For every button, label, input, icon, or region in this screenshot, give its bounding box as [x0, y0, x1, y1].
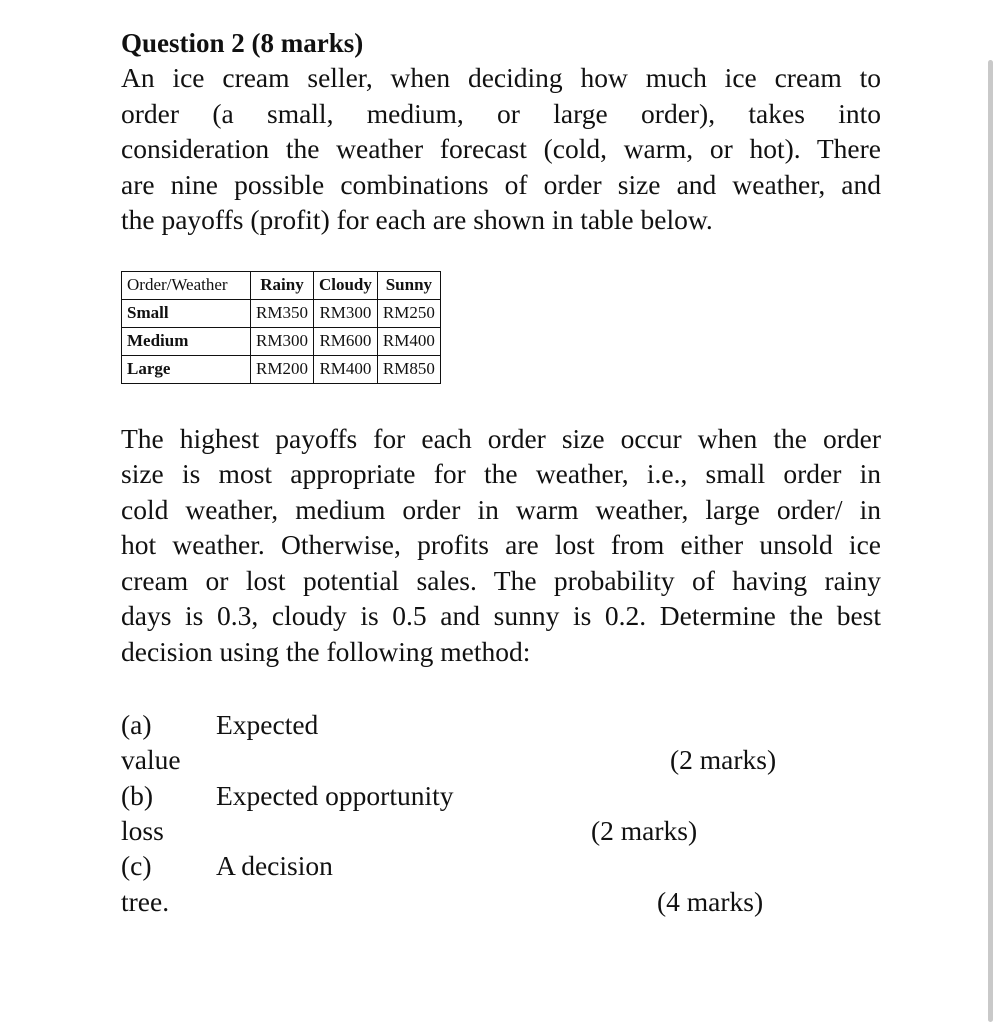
body-line: days is 0.3, cloudy is 0.5 and sunny is 0.2. Determine the best: [121, 600, 881, 631]
row-header-large: Large: [122, 355, 251, 383]
body-line: cold weather, medium order in warm weather, large order/ in: [121, 493, 881, 525]
table-cell: RM200: [251, 355, 314, 383]
intro-line: are nine possible combinations of order size and weather, and: [121, 168, 881, 200]
table-cell: RM250: [377, 299, 440, 327]
table-header-row: [122, 271, 441, 299]
body-line: The highest payoffs for each order size occur when the order: [121, 422, 881, 454]
table-cell: RM300: [251, 327, 314, 355]
body-line: hot weather. Otherwise, profits are lost from either unsold ice: [121, 529, 881, 560]
intro-line: consideration the weather forecast (cold, warm, or hot). There: [121, 133, 881, 164]
column-header-rainy: Rainy: [251, 271, 314, 299]
column-header-cloudy: Cloudy: [313, 271, 377, 299]
body-line: decision using the following method:: [121, 635, 531, 667]
question-parts: [121, 707, 881, 927]
intro-line: the payoffs (profit) for each are shown in table below.: [121, 204, 713, 235]
part-b-continuation: loss: [121, 815, 164, 846]
part-c-continuation: tree.: [121, 886, 170, 917]
body-paragraph: [121, 421, 881, 670]
table-row: [122, 299, 441, 327]
table-cell: RM300: [313, 299, 377, 327]
part-a-label: (a): [121, 709, 152, 740]
vertical-scrollbar[interactable]: [988, 60, 993, 1022]
row-header-medium: Medium: [122, 327, 251, 355]
column-header-sunny: Sunny: [377, 271, 440, 299]
intro-line: order (a small, medium, or large order), takes into: [121, 97, 881, 129]
part-b-marks: (2 marks): [591, 815, 698, 846]
part-c-text: A decision: [216, 850, 333, 881]
part-a-text: Expected: [216, 709, 319, 740]
body-line: cream or lost potential sales. The probability of having rainy: [121, 564, 881, 596]
payoff-table-wrapper: [121, 271, 881, 384]
part-b-text: Expected opportunity: [216, 780, 454, 811]
part-c-label: (c): [121, 850, 152, 881]
part-a-continuation: value: [121, 744, 181, 775]
body-line: size is most appropriate for the weather, i.e., small order in: [121, 458, 881, 489]
table-cell: RM400: [377, 327, 440, 355]
table-cell: RM600: [313, 327, 377, 355]
question-title: Question 2 (8 marks): [121, 28, 364, 58]
table-row: [122, 327, 441, 355]
table-corner-header: Order/Weather: [122, 271, 251, 299]
table-row: [122, 355, 441, 383]
part-c-marks: (4 marks): [657, 886, 764, 917]
table-cell: RM350: [251, 299, 314, 327]
intro-line: An ice cream seller, when deciding how much ice cream to: [121, 62, 881, 93]
table-cell: RM400: [313, 355, 377, 383]
row-header-small: Small: [122, 299, 251, 327]
part-a-marks: (2 marks): [670, 744, 777, 775]
table-cell: RM850: [377, 355, 440, 383]
payoff-table: [121, 271, 441, 384]
intro-paragraph: [121, 60, 881, 238]
part-b-label: (b): [121, 780, 154, 811]
question-page: [121, 26, 881, 927]
